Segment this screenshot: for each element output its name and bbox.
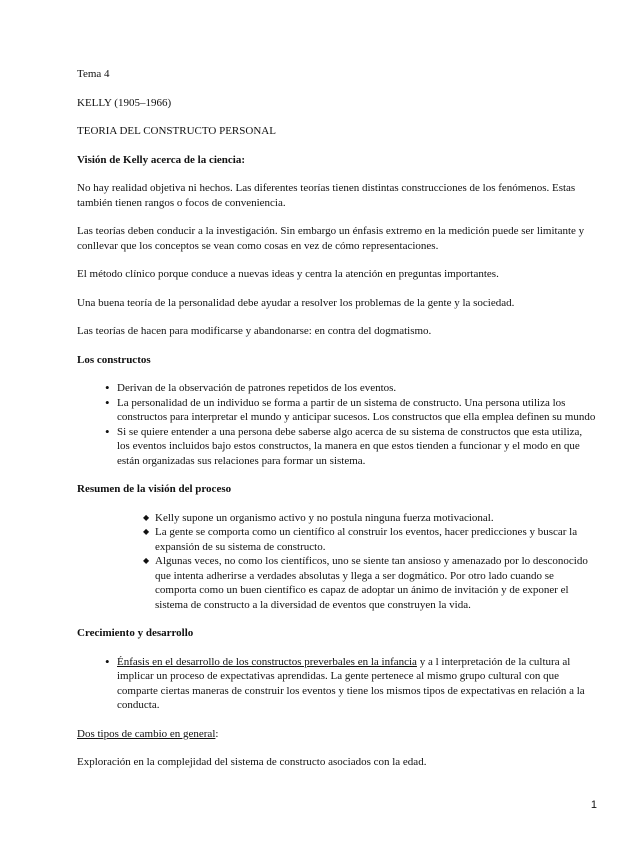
section-heading-constructs: Los constructos	[77, 353, 151, 366]
change-types-colon: :	[215, 727, 219, 740]
underlined-emphasis: Énfasis en el desarrollo de los constructos preverbales en la infancia	[117, 655, 417, 668]
science-paragraph-5: Las teorías de hacen para modificarse y abandonarse: en contra del dogmatismo.	[77, 325, 432, 337]
science-paragraph-2: Las teorías deben conducir a la investigación. Sin embargo un énfasis extremo en la medición puede ser limitante y conllevar que los conceptos se vean como cosas en vez de cómo representaciones.	[77, 225, 585, 252]
page-number: 1	[590, 799, 597, 811]
theory-title: TEORIA DEL CONSTRUCTO PERSONAL	[77, 125, 276, 137]
author-line: KELLY (1905–1966)	[77, 96, 172, 109]
change-types-title: Dos tipos de cambio en general	[77, 727, 216, 740]
list-item: • Derivan de la observación de patrones repetidos de los eventos.	[105, 381, 597, 396]
list-item: ◆ Kelly supone un organismo activo y no postula ninguna fuerza motivacional.	[143, 511, 597, 526]
list-item: ◆ Algunas veces, no como los científicos, uno se siente tan ansioso y amenazado por lo desconocido que intenta adherirse a verdades absolutas y llega a ser dogmático. Por otro lado cuando se comporta como un buen científico es capaz de adoptar un ánimo de invitación y de exponer el sistema de constructo a la diversidad de eventos que construyen la vida.	[143, 554, 597, 612]
document-body	[77, 67, 597, 770]
section-heading-growth: Crecimiento y desarrollo	[77, 627, 194, 639]
change-paragraph: Exploración en la complejidad del sistema de constructo asociados con la edad.	[77, 756, 427, 768]
topic-label: Tema 4	[77, 68, 110, 80]
science-paragraph-1: No hay realidad objetiva ni hechos. Las diferentes teorías tienen distintas construcciones de los fenómenos. Estas también tienen rangos o focos de conveniencia.	[77, 182, 576, 209]
process-diamond-list	[143, 511, 597, 613]
section-heading-change-types	[77, 727, 597, 742]
list-item: ◆ La gente se comporta como un científico al construir los eventos, hacer predicciones y buscar la expansión de su sistema de constructo.	[143, 525, 597, 554]
list-item: • Si se quiere entender a una persona debe saberse algo acerca de su sistema de constructos que esta utiliza, los eventos incluidos bajo estos constructos, la manera en que estos tienden a funcionar y el modo en que están organizadas sus relaciones para formar un sistema.	[105, 425, 597, 469]
science-paragraph-4: Una buena teoría de la personalidad debe ayudar a resolver los problemas de la gente y la sociedad.	[77, 296, 515, 309]
constructs-bullet-list	[105, 381, 597, 468]
list-item	[105, 655, 597, 713]
list-item-text: y a l interpretación de la cultura al implicar un proceso de expectativas aprendidas. La gente pertenece al mismo grupo cultural con que comparte ciertas maneras de construir los eventos y tiene los mismos tipos de expectativas en relación a la conducta.	[117, 655, 585, 711]
growth-bullet-list	[105, 655, 597, 713]
science-paragraph-3: El método clínico porque conduce a nuevas ideas y centra la atención en preguntas importantes.	[77, 268, 499, 280]
section-heading-process-summary: Resumen de la visión del proceso	[77, 483, 232, 495]
list-item: • La personalidad de un individuo se forma a partir de un sistema de constructo. Una persona utiliza los constructos para interpretar el mundo y anticipar sucesos. Los constructos que ella emplea definen su mundo	[105, 396, 597, 425]
section-heading-science: Visión de Kelly acerca de la ciencia:	[77, 153, 246, 166]
